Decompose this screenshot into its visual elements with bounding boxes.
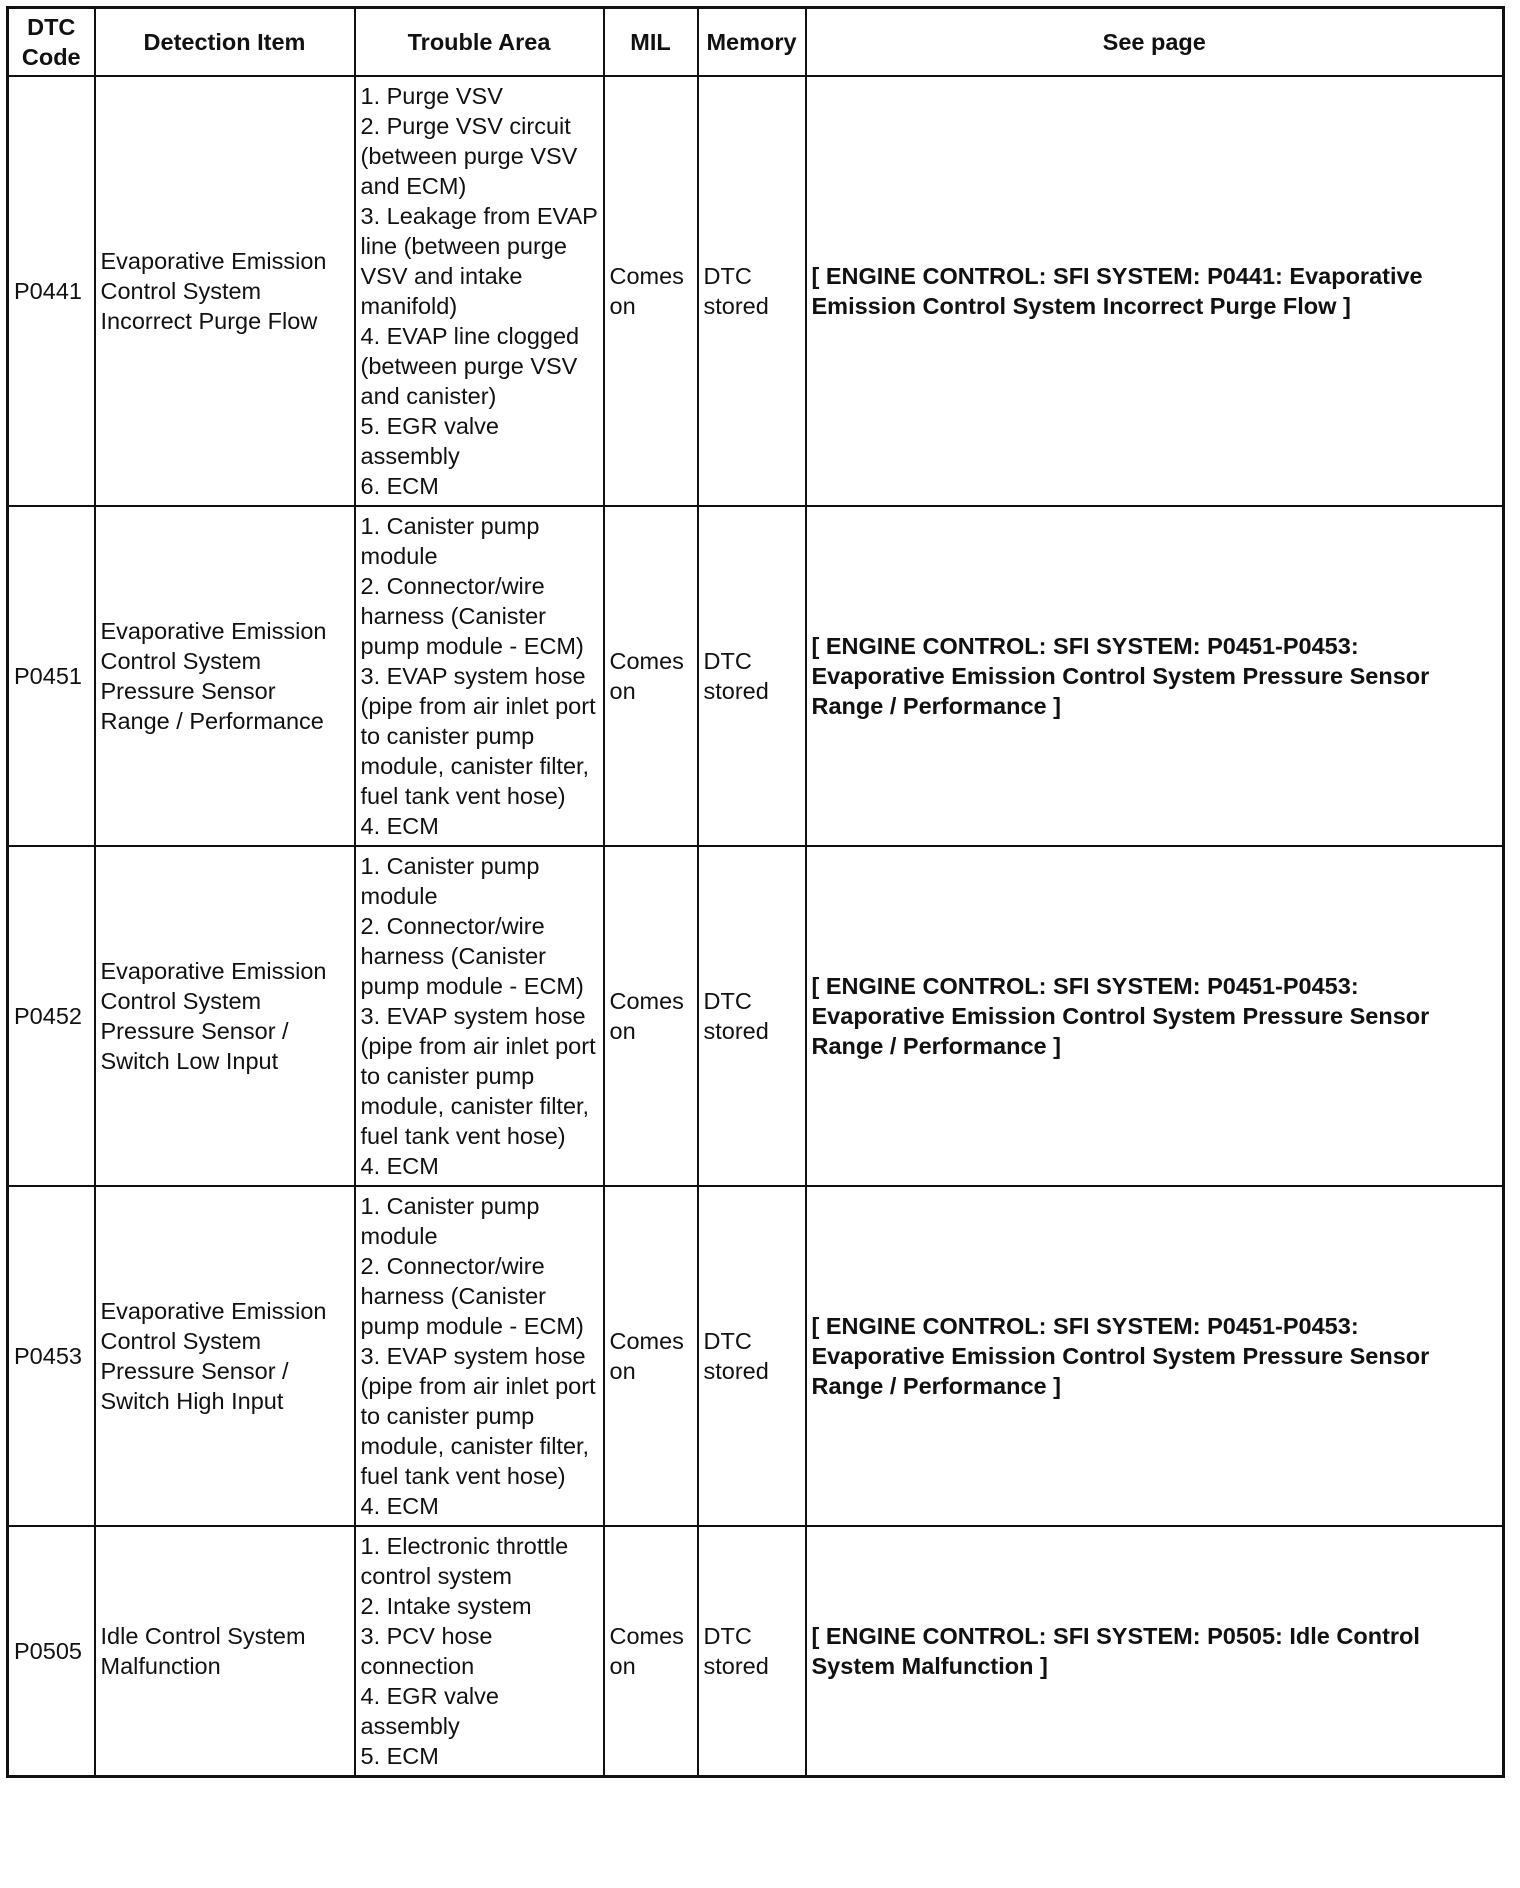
trouble-area-cell bbox=[355, 76, 604, 506]
see-page-link[interactable]: [ ENGINE CONTROL: SFI SYSTEM: P0441: Evaporative Emission Control System Incorrect Purge Flow ] bbox=[806, 76, 1504, 506]
trouble-area-item: 3. Leakage from EVAP line (between purge VSV and intake manifold) bbox=[360, 203, 598, 319]
memory-cell: DTC stored bbox=[698, 1186, 806, 1526]
detection-item-cell: Evaporative Emission Control System Pressure Sensor Range / Performance bbox=[95, 506, 355, 846]
table-row bbox=[8, 1186, 1504, 1526]
trouble-area-cell bbox=[355, 506, 604, 846]
mil-cell: Comes on bbox=[604, 76, 698, 506]
trouble-area-item: 1. Canister pump module bbox=[360, 853, 540, 909]
header-dtc-code: DTC Code bbox=[8, 8, 95, 77]
dtc-code-cell: P0505 bbox=[8, 1526, 95, 1777]
mil-cell: Comes on bbox=[604, 506, 698, 846]
mil-cell: Comes on bbox=[604, 846, 698, 1186]
trouble-area-item: 5. ECM bbox=[360, 1743, 439, 1769]
trouble-area-cell bbox=[355, 846, 604, 1186]
trouble-area-item: 2. Connector/wire harness (Canister pump module - ECM) bbox=[360, 1253, 584, 1339]
trouble-area-item: 2. Connector/wire harness (Canister pump module - ECM) bbox=[360, 573, 584, 659]
detection-item-cell: Idle Control System Malfunction bbox=[95, 1526, 355, 1777]
header-memory: Memory bbox=[698, 8, 806, 77]
header-trouble-area: Trouble Area bbox=[355, 8, 604, 77]
trouble-area-item: 1. Canister pump module bbox=[360, 513, 540, 569]
memory-cell: DTC stored bbox=[698, 76, 806, 506]
see-page-link[interactable]: [ ENGINE CONTROL: SFI SYSTEM: P0451-P0453: Evaporative Emission Control System Pressure Sensor Range / Performance ] bbox=[806, 506, 1504, 846]
memory-cell: DTC stored bbox=[698, 506, 806, 846]
trouble-area-cell bbox=[355, 1526, 604, 1777]
header-mil: MIL bbox=[604, 8, 698, 77]
header-see-page: See page bbox=[806, 8, 1504, 77]
trouble-area-item: 4. ECM bbox=[360, 1153, 439, 1179]
trouble-area-item: 3. PCV hose connection bbox=[360, 1623, 493, 1679]
dtc-code-cell: P0441 bbox=[8, 76, 95, 506]
table-row bbox=[8, 76, 1504, 506]
trouble-area-item: 3. EVAP system hose (pipe from air inlet port to canister pump module, canister filter, fuel tank vent hose) bbox=[360, 1343, 596, 1489]
see-page-link[interactable]: [ ENGINE CONTROL: SFI SYSTEM: P0451-P0453: Evaporative Emission Control System Pressure Sensor Range / Performance ] bbox=[806, 1186, 1504, 1526]
dtc-table bbox=[6, 6, 1505, 1778]
trouble-area-item: 4. ECM bbox=[360, 1493, 439, 1519]
mil-cell: Comes on bbox=[604, 1186, 698, 1526]
trouble-area-item: 1. Electronic throttle control system bbox=[360, 1533, 569, 1589]
table-row bbox=[8, 846, 1504, 1186]
trouble-area-cell bbox=[355, 1186, 604, 1526]
trouble-area-item: 2. Intake system bbox=[360, 1593, 532, 1619]
trouble-area-item: 1. Canister pump module bbox=[360, 1193, 540, 1249]
trouble-area-item: 1. Purge VSV bbox=[360, 83, 503, 109]
detection-item-cell: Evaporative Emission Control System Incorrect Purge Flow bbox=[95, 76, 355, 506]
detection-item-cell: Evaporative Emission Control System Pressure Sensor / Switch High Input bbox=[95, 1186, 355, 1526]
detection-item-cell: Evaporative Emission Control System Pressure Sensor / Switch Low Input bbox=[95, 846, 355, 1186]
header-detection-item: Detection Item bbox=[95, 8, 355, 77]
mil-cell: Comes on bbox=[604, 1526, 698, 1777]
dtc-code-cell: P0452 bbox=[8, 846, 95, 1186]
trouble-area-item: 3. EVAP system hose (pipe from air inlet port to canister pump module, canister filter, fuel tank vent hose) bbox=[360, 1003, 596, 1149]
trouble-area-item: 2. Purge VSV circuit (between purge VSV and ECM) bbox=[360, 113, 578, 199]
memory-cell: DTC stored bbox=[698, 1526, 806, 1777]
trouble-area-item: 4. EGR valve assembly bbox=[360, 1683, 499, 1739]
dtc-code-cell: P0451 bbox=[8, 506, 95, 846]
table-header-row bbox=[8, 8, 1504, 77]
table-row bbox=[8, 506, 1504, 846]
table-row bbox=[8, 1526, 1504, 1777]
trouble-area-item: 4. EVAP line clogged (between purge VSV and canister) bbox=[360, 323, 580, 409]
trouble-area-item: 4. ECM bbox=[360, 813, 439, 839]
trouble-area-item: 5. EGR valve assembly bbox=[360, 413, 499, 469]
trouble-area-item: 3. EVAP system hose (pipe from air inlet port to canister pump module, canister filter, fuel tank vent hose) bbox=[360, 663, 596, 809]
see-page-link[interactable]: [ ENGINE CONTROL: SFI SYSTEM: P0505: Idle Control System Malfunction ] bbox=[806, 1526, 1504, 1777]
trouble-area-item: 6. ECM bbox=[360, 473, 439, 499]
memory-cell: DTC stored bbox=[698, 846, 806, 1186]
dtc-code-cell: P0453 bbox=[8, 1186, 95, 1526]
see-page-link[interactable]: [ ENGINE CONTROL: SFI SYSTEM: P0451-P0453: Evaporative Emission Control System Pressure Sensor Range / Performance ] bbox=[806, 846, 1504, 1186]
trouble-area-item: 2. Connector/wire harness (Canister pump module - ECM) bbox=[360, 913, 584, 999]
